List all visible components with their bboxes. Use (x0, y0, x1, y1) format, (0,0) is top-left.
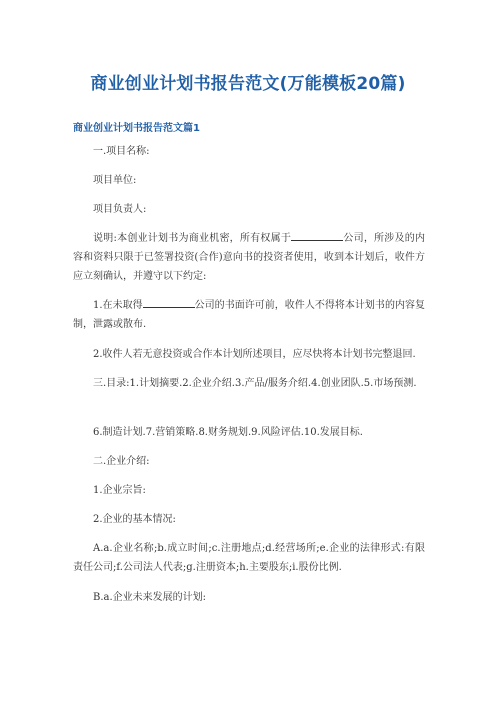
paragraph-table-of-contents-cont: 6.制造计划.7.营销策略.8.财务规划.9.风险评估.10.发展目标. (93, 427, 363, 438)
paragraph-company-mission: 1.企业宗旨: (93, 485, 146, 496)
paragraph-company-basics: 2.企业的基本情况: (93, 514, 176, 525)
paragraph-project-leader: 项目负责人: (93, 204, 147, 215)
paragraph-future-plans: B.a.企业未来发展的计划: (93, 592, 207, 603)
company-name-blank-2 (143, 296, 195, 308)
rule-1-text-a: 1.在未取得 (93, 300, 143, 311)
paragraph-rule-2: 2.收件人若无意投资或合作本计划所述项目，应尽快将本计划书完整退回. (93, 349, 416, 360)
paragraph-project-name: 一.项目名称: (93, 146, 150, 157)
paragraph-rule-1 (73, 296, 425, 334)
confidentiality-text-b: 公司，所涉及的内容和资料只限于已签署投资(合作)意向书的投资者使用，收到本计划后，收件方应立刻确认，并遵守以下约定: (73, 233, 426, 282)
paragraph-company-details: A.a.企业名称;b.成立时间;c.注册地点;d.经营场所;e.企业的法律形式:有限责任公司;f.公司法人代表;g.注册资本;h.主要股东;i.股份比例. (73, 543, 425, 573)
section-heading: 商业创业计划书报告范文篇1 (73, 123, 200, 134)
document-title: 商业创业计划书报告范文(万能模板20篇) (90, 74, 406, 94)
company-name-blank (291, 229, 343, 241)
rule-1-text-b: 公司的书面许可前，收件人不得将本计划书的内容复制，泄露或散布. (73, 300, 425, 330)
confidentiality-text-a: 说明:本创业计划书为商业机密，所有权属于 (93, 233, 292, 244)
paragraph-company-intro: 二.企业介绍: (93, 456, 150, 467)
paragraph-table-of-contents: 三.目录:1.计划摘要.2.企业介绍.3.产品/服务介绍.4.创业团队.5.市场预测. (93, 378, 417, 389)
paragraph-confidentiality-note (73, 229, 425, 286)
paragraph-project-unit: 项目单位: (93, 175, 137, 186)
